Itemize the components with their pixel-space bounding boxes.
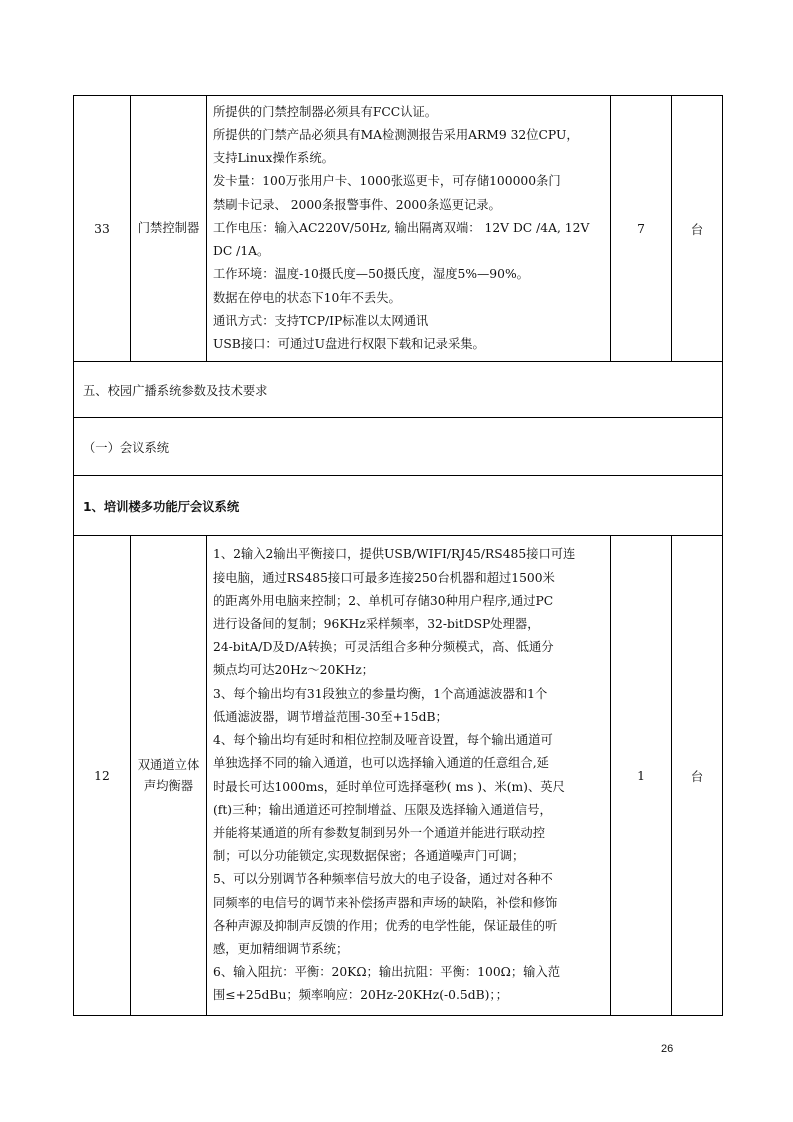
spec-line: 3、每个输出均有31段独立的参量均衡，1个高通滤波器和1个	[213, 686, 548, 701]
spec-line: 6、输入阻抗：平衡：20KΩ；输出抗阻：平衡：100Ω；输入范	[213, 965, 561, 980]
item-number: 33	[74, 96, 131, 362]
spec-line: 5、可以分别调节各种频率信号放大的电子设备，通过对各种不	[213, 872, 553, 887]
spec-table	[73, 95, 723, 1016]
spec-line: DC /1A。	[213, 244, 270, 259]
item-name: 双通道立体声均衡器	[131, 536, 207, 1016]
spec-line: 围≤+25dBu；频率响应：20Hz-20KHz(-0.5dB)；；	[213, 988, 508, 1003]
item-unit: 台	[672, 536, 723, 1016]
spec-line: 单独选择不同的输入通道，也可以选择输入通道的任意组合,延	[213, 756, 549, 771]
spec-line: 禁刷卡记录、 2000条报警事件、2000条巡更记录。	[213, 197, 501, 212]
page-number: 26	[661, 1043, 674, 1055]
item-name: 门禁控制器	[131, 96, 207, 362]
spec-line: 各种声源及抑制声反馈的作用；优秀的电学性能，保证最佳的听	[213, 918, 558, 933]
spec-line: (ft)三种；输出通道还可控制增益、压限及选择输入通道信号，	[213, 802, 552, 817]
item-quantity: 1	[611, 536, 672, 1016]
item-unit: 台	[672, 96, 723, 362]
table-row-33	[74, 96, 723, 362]
spec-line: 的距离外用电脑来控制；2、单机可存储30种用户程序,通过PC	[213, 593, 554, 608]
spec-line: 感，更加精细调节系统；	[213, 941, 349, 956]
spec-line: 制；可以分功能锁定,实现数据保密；各通道噪声门可调；	[213, 849, 525, 864]
heading-row	[74, 476, 723, 536]
spec-line: 支持Linux操作系统。	[213, 151, 334, 166]
item-spec	[207, 96, 611, 362]
system-heading: 1、培训楼多功能厅会议系统	[74, 476, 723, 536]
section-title: 五、校园广播系统参数及技术要求	[74, 362, 723, 418]
item-number: 12	[74, 536, 131, 1016]
spec-line: 进行设备间的复制；96KHz采样频率，32-bitDSP处理器，	[213, 617, 540, 632]
spec-line: 时最长可达1000ms，延时单位可选择毫秒( ms )、米(m)、英尺	[213, 779, 565, 794]
spec-line: 所提供的门禁控制器必须具有FCC认证。	[213, 104, 438, 119]
spec-line: 同频率的电信号的调节来补偿扬声器和声场的缺陷，补偿和修饰	[213, 895, 558, 910]
spec-line: 接电脑，通过RS485接口可最多连接250台机器和超过1500米	[213, 570, 555, 585]
spec-line: 4、每个输出均有延时和相位控制及哑音设置，每个输出通道可	[213, 733, 553, 748]
spec-line: 工作电压：输入AC220V/50Hz, 输出隔离双端： 12V DC /4A, 12V	[213, 220, 590, 235]
subsection-row	[74, 418, 723, 476]
item-quantity: 7	[611, 96, 672, 362]
spec-line: 频点均可达20Hz～20KHz；	[213, 663, 374, 678]
section-row	[74, 362, 723, 418]
spec-line: 24-bitA/D及D/A转换；可灵活组合多种分频模式，高、低通分	[213, 640, 554, 655]
subsection-title: （一）会议系统	[74, 418, 723, 476]
spec-line: 并能将某通道的所有参数复制到另外一个通道并能进行联动控	[213, 825, 546, 840]
spec-line: 所提供的门禁产品必须具有MA检测测报告采用ARM9 32位CPU，	[213, 128, 579, 143]
table-row-12	[74, 536, 723, 1016]
spec-line: 数据在停电的状态下10年不丢失。	[213, 290, 401, 305]
spec-line: 低通滤波器，调节增益范围-30至+15dB；	[213, 709, 448, 724]
spec-line: 通讯方式：支持TCP/IP标准以太网通讯	[213, 313, 429, 328]
spec-line: USB接口：可通过U盘进行权限下载和记录采集。	[213, 336, 485, 351]
spec-line: 1、2输入2输出平衡接口，提供USB/WIFI/RJ45/RS485接口可连	[213, 547, 576, 562]
spec-line: 工作环境：温度-10摄氏度—50摄氏度，湿度5%—90%。	[213, 267, 529, 282]
item-spec	[207, 536, 611, 1016]
spec-line: 发卡量：100万张用户卡、1000张巡更卡，可存储100000条门	[213, 174, 561, 189]
